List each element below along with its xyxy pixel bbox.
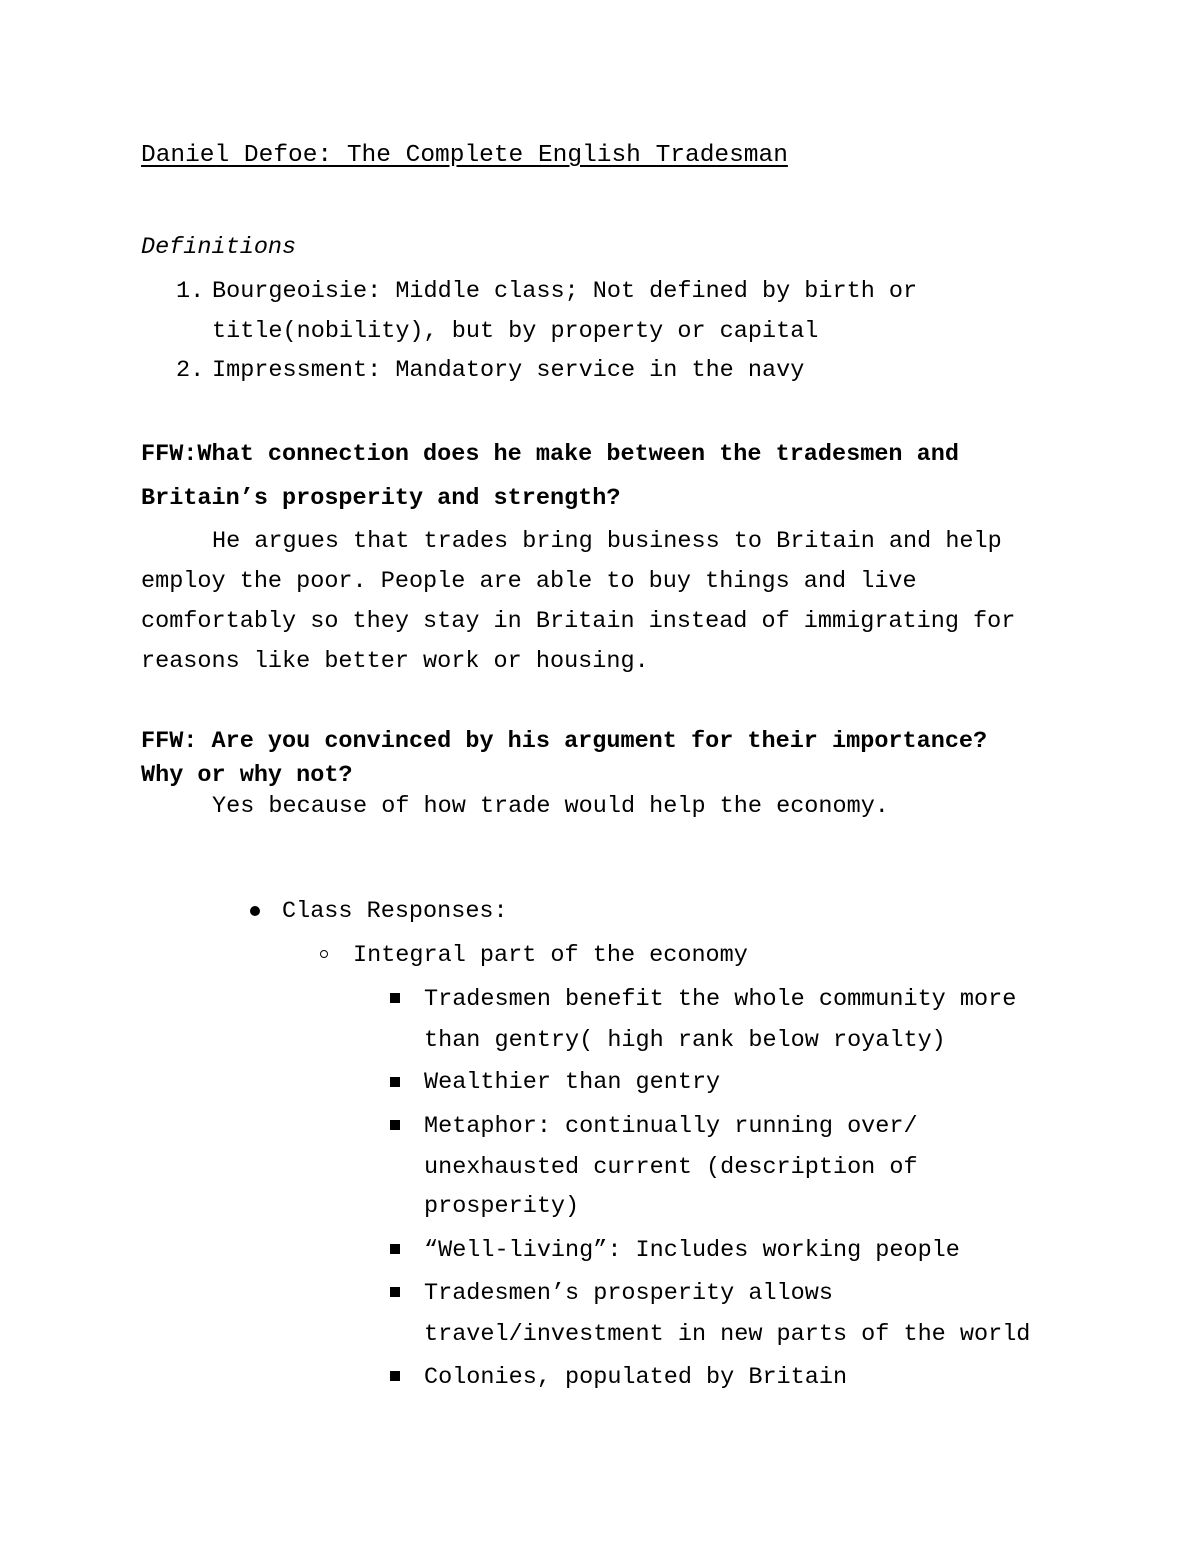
definition-number: 2. [176,357,205,384]
list-item: “Well-living”: Includes working people [424,1237,960,1264]
definition-number: 1. [176,278,205,305]
bullet-square-icon [390,1371,400,1381]
list-item: Integral part of the economy [353,942,748,969]
answer-paragraph-line: reasons like better work or housing. [141,648,649,675]
list-item: unexhausted current (description of [424,1154,918,1181]
definition-text: Bourgeoisie: Middle class; Not defined by birth or [212,278,918,305]
bullet-square-icon [390,993,400,1003]
bullet-square-icon [390,1244,400,1254]
bullet-square-icon [390,1077,400,1087]
answer-paragraph-line: comfortably so they stay in Britain instead of immigrating for [141,608,1016,635]
answer-paragraph-line: He argues that trades bring business to Britain and help [212,528,1002,555]
definitions-heading: Definitions [141,234,297,261]
list-item: Class Responses: [282,898,508,925]
list-item: Metaphor: continually running over/ [424,1113,918,1140]
list-item: than gentry( high rank below royalty) [424,1027,946,1054]
question-heading: FFW: Are you convinced by his argument for their importance? [141,728,988,755]
bullet-dot-icon [250,906,260,916]
list-item: prosperity) [424,1193,580,1220]
definition-text: Impressment: Mandatory service in the navy [212,357,805,384]
definition-text: title(nobility), but by property or capital [212,318,819,345]
list-item: Wealthier than gentry [424,1069,721,1096]
list-item: Tradesmen benefit the whole community more [424,986,1017,1013]
document-title: Daniel Defoe: The Complete English Tradesman [141,142,788,169]
question-heading: Why or why not? [141,762,353,789]
list-item: Colonies, populated by Britain [424,1364,848,1391]
bullet-square-icon [390,1287,400,1297]
answer-paragraph-line: Yes because of how trade would help the economy. [212,793,889,820]
question-heading: Britain’s prosperity and strength? [141,485,621,512]
bullet-square-icon [390,1120,400,1130]
bullet-circle-icon [320,950,328,958]
list-item: travel/investment in new parts of the world [424,1321,1031,1348]
answer-paragraph-line: employ the poor. People are able to buy things and live [141,568,917,595]
list-item: Tradesmen’s prosperity allows [424,1280,833,1307]
question-heading: FFW:What connection does he make between the tradesmen and [141,441,959,468]
